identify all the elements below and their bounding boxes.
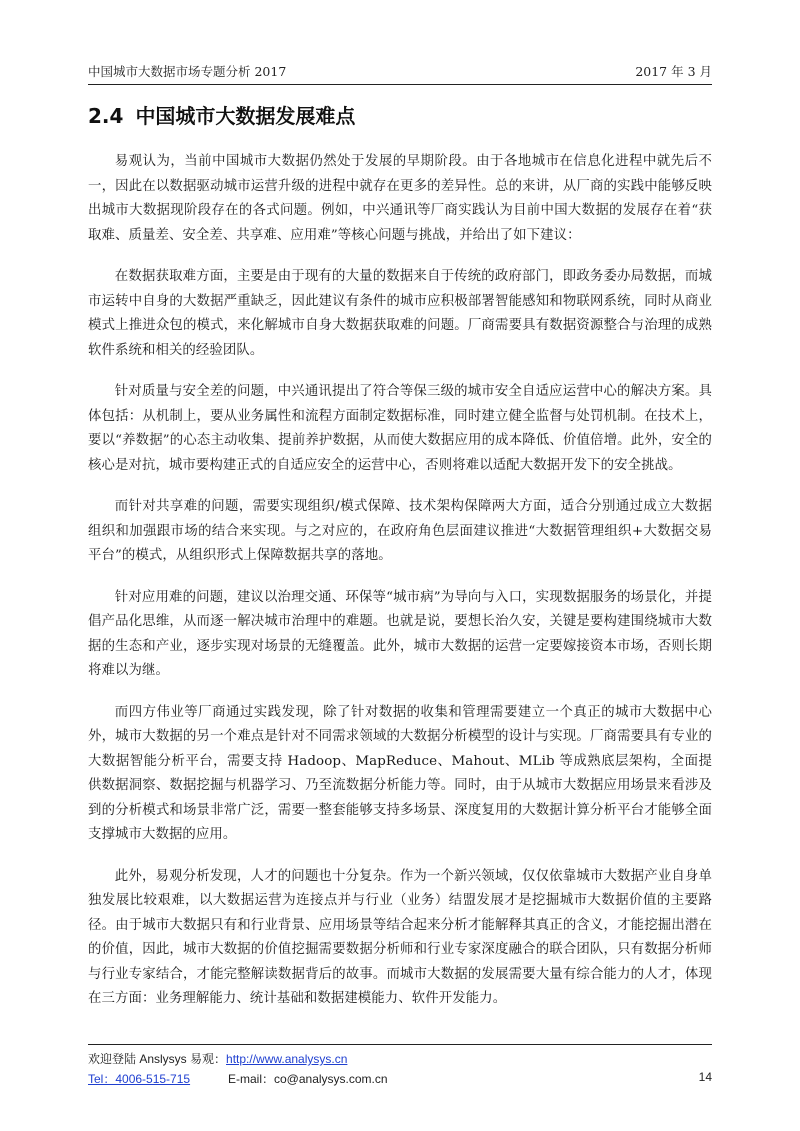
paragraph: 而四方伟业等厂商通过实践发现，除了针对数据的收集和管理需要建立一个真正的城市大数据中心外，城市大数据的另一个难点是针对不同需求领域的大数据分析模型的设计与实现。厂商需要具有专业的大数据智能分析平台，需要支持 Hadoop、MapReduce、Mahout、MLib 等成熟底层架构，全面提供数据洞察、数据挖掘与机器学习、乃至流数据分析能力等。同时，由于从城市大数据应用场景来看涉及到的分析模式和场景非常广泛，需要一整套能够支持多场景、深度复用的大数据计算分析平台才能够全面支撑城市大数据的应用。 xyxy=(88,704,712,842)
header-report-title: 中国城市大数据市场专题分析 2017 xyxy=(88,64,287,79)
paragraph: 针对质量与安全差的问题，中兴通讯提出了符合等保三级的城市安全自适应运营中心的解决方案。具体包括：从机制上，要从业务属性和流程方面制定数据标准，同时建立健全监督与处罚机制。在技术上，要以“养数据”的心态主动收集、提前养护数据，从而使大数据应用的成本降低、价值倍增。此外，安全的核心是对抗，城市要构建正式的自适应安全的运营中心，否则将难以适配大数据开发下的安全挑战。 xyxy=(88,384,712,473)
section-title: 中国城市大数据发展难点 xyxy=(135,104,356,128)
header-date: 2017 年 3 月 xyxy=(635,64,712,79)
footer-line-1 xyxy=(88,1050,712,1067)
paragraph: 在数据获取难方面，主要是由于现有的大量的数据来自于传统的政府部门，即政务委办局数据，而城市运转中自身的大数据严重缺乏，因此建议有条件的城市应积极部署智能感知和物联网系统，同时从商业模式上推进众包的模式，来化解城市自身大数据获取难的问题。厂商需要具有数据资源整合与治理的成熟软件系统和相关的经验团队。 xyxy=(88,269,712,358)
page-number: 14 xyxy=(698,1070,712,1084)
section-heading xyxy=(88,100,355,129)
website-link[interactable]: http://www.analysys.cn xyxy=(226,1052,348,1066)
paragraph: 而针对共享难的问题，需要实现组织/模式保障、技术架构保障两大方面，适合分别通过成立大数据组织和加强跟市场的结合来实现。与之对应的，在政府角色层面建议推进“大数据管理组织+大数据交易平台”的模式，从组织形式上保障数据共享的落地。 xyxy=(88,499,712,563)
footer-divider xyxy=(88,1044,712,1045)
footer-line-2 xyxy=(88,1070,712,1087)
header-divider xyxy=(88,84,712,85)
section-number: 2.4 xyxy=(88,104,124,128)
footer-email: E-mail：co@analysys.com.cn xyxy=(228,1072,388,1086)
paragraph: 此外，易观分析发现，人才的问题也十分复杂。作为一个新兴领域，仅仅依靠城市大数据产业自身单独发展比较艰难，以大数据运营为连接点并与行业（业务）结盟发展才是挖掘城市大数据价值的主要路径。由于城市大数据只有和行业背景、应用场景等结合起来分析才能解释其真正的含义，才能挖掘出潜在的价值，因此，城市大数据的价值挖掘需要数据分析师和行业专家深度融合的联合团队，只有数据分析师与行业专家结合，才能完整解读数据背后的故事。而城市大数据的发展需要大量有综合能力的人才，体现在三方面：业务理解能力、统计基础和数据建模能力、软件开发能力。 xyxy=(88,868,712,1006)
footer-welcome: 欢迎登陆 Anslysys 易观： xyxy=(88,1052,227,1066)
page-header xyxy=(88,62,712,84)
paragraph: 易观认为，当前中国城市大数据仍然处于发展的早期阶段。由于各地城市在信息化进程中就先后不一，因此在以数据驱动城市运营升级的进程中就存在更多的差异性。总的来讲，从厂商的实践中能够反映出城市大数据现阶段存在的各式问题。例如，中兴通讯等厂商实践认为目前中国大数据的发展存在着“获取难、质量差、安全差、共享难、应用难”等核心问题与挑战，并给出了如下建议： xyxy=(88,154,712,243)
paragraph: 针对应用难的问题，建议以治理交通、环保等“城市病”为导向与入口，实现数据服务的场景化，并提倡产品化思维，从而逐一解决城市治理中的难题。也就是说，要想长治久安，关键是要构建围绕城市大数据的生态和产业，逐步实现对场景的无缝覆盖。此外，城市大数据的运营一定要嫁接资本市场，否则长期将难以为继。 xyxy=(88,589,712,678)
body-text xyxy=(88,150,712,1029)
tel-link[interactable]: Tel：4006-515-715 xyxy=(88,1072,191,1086)
